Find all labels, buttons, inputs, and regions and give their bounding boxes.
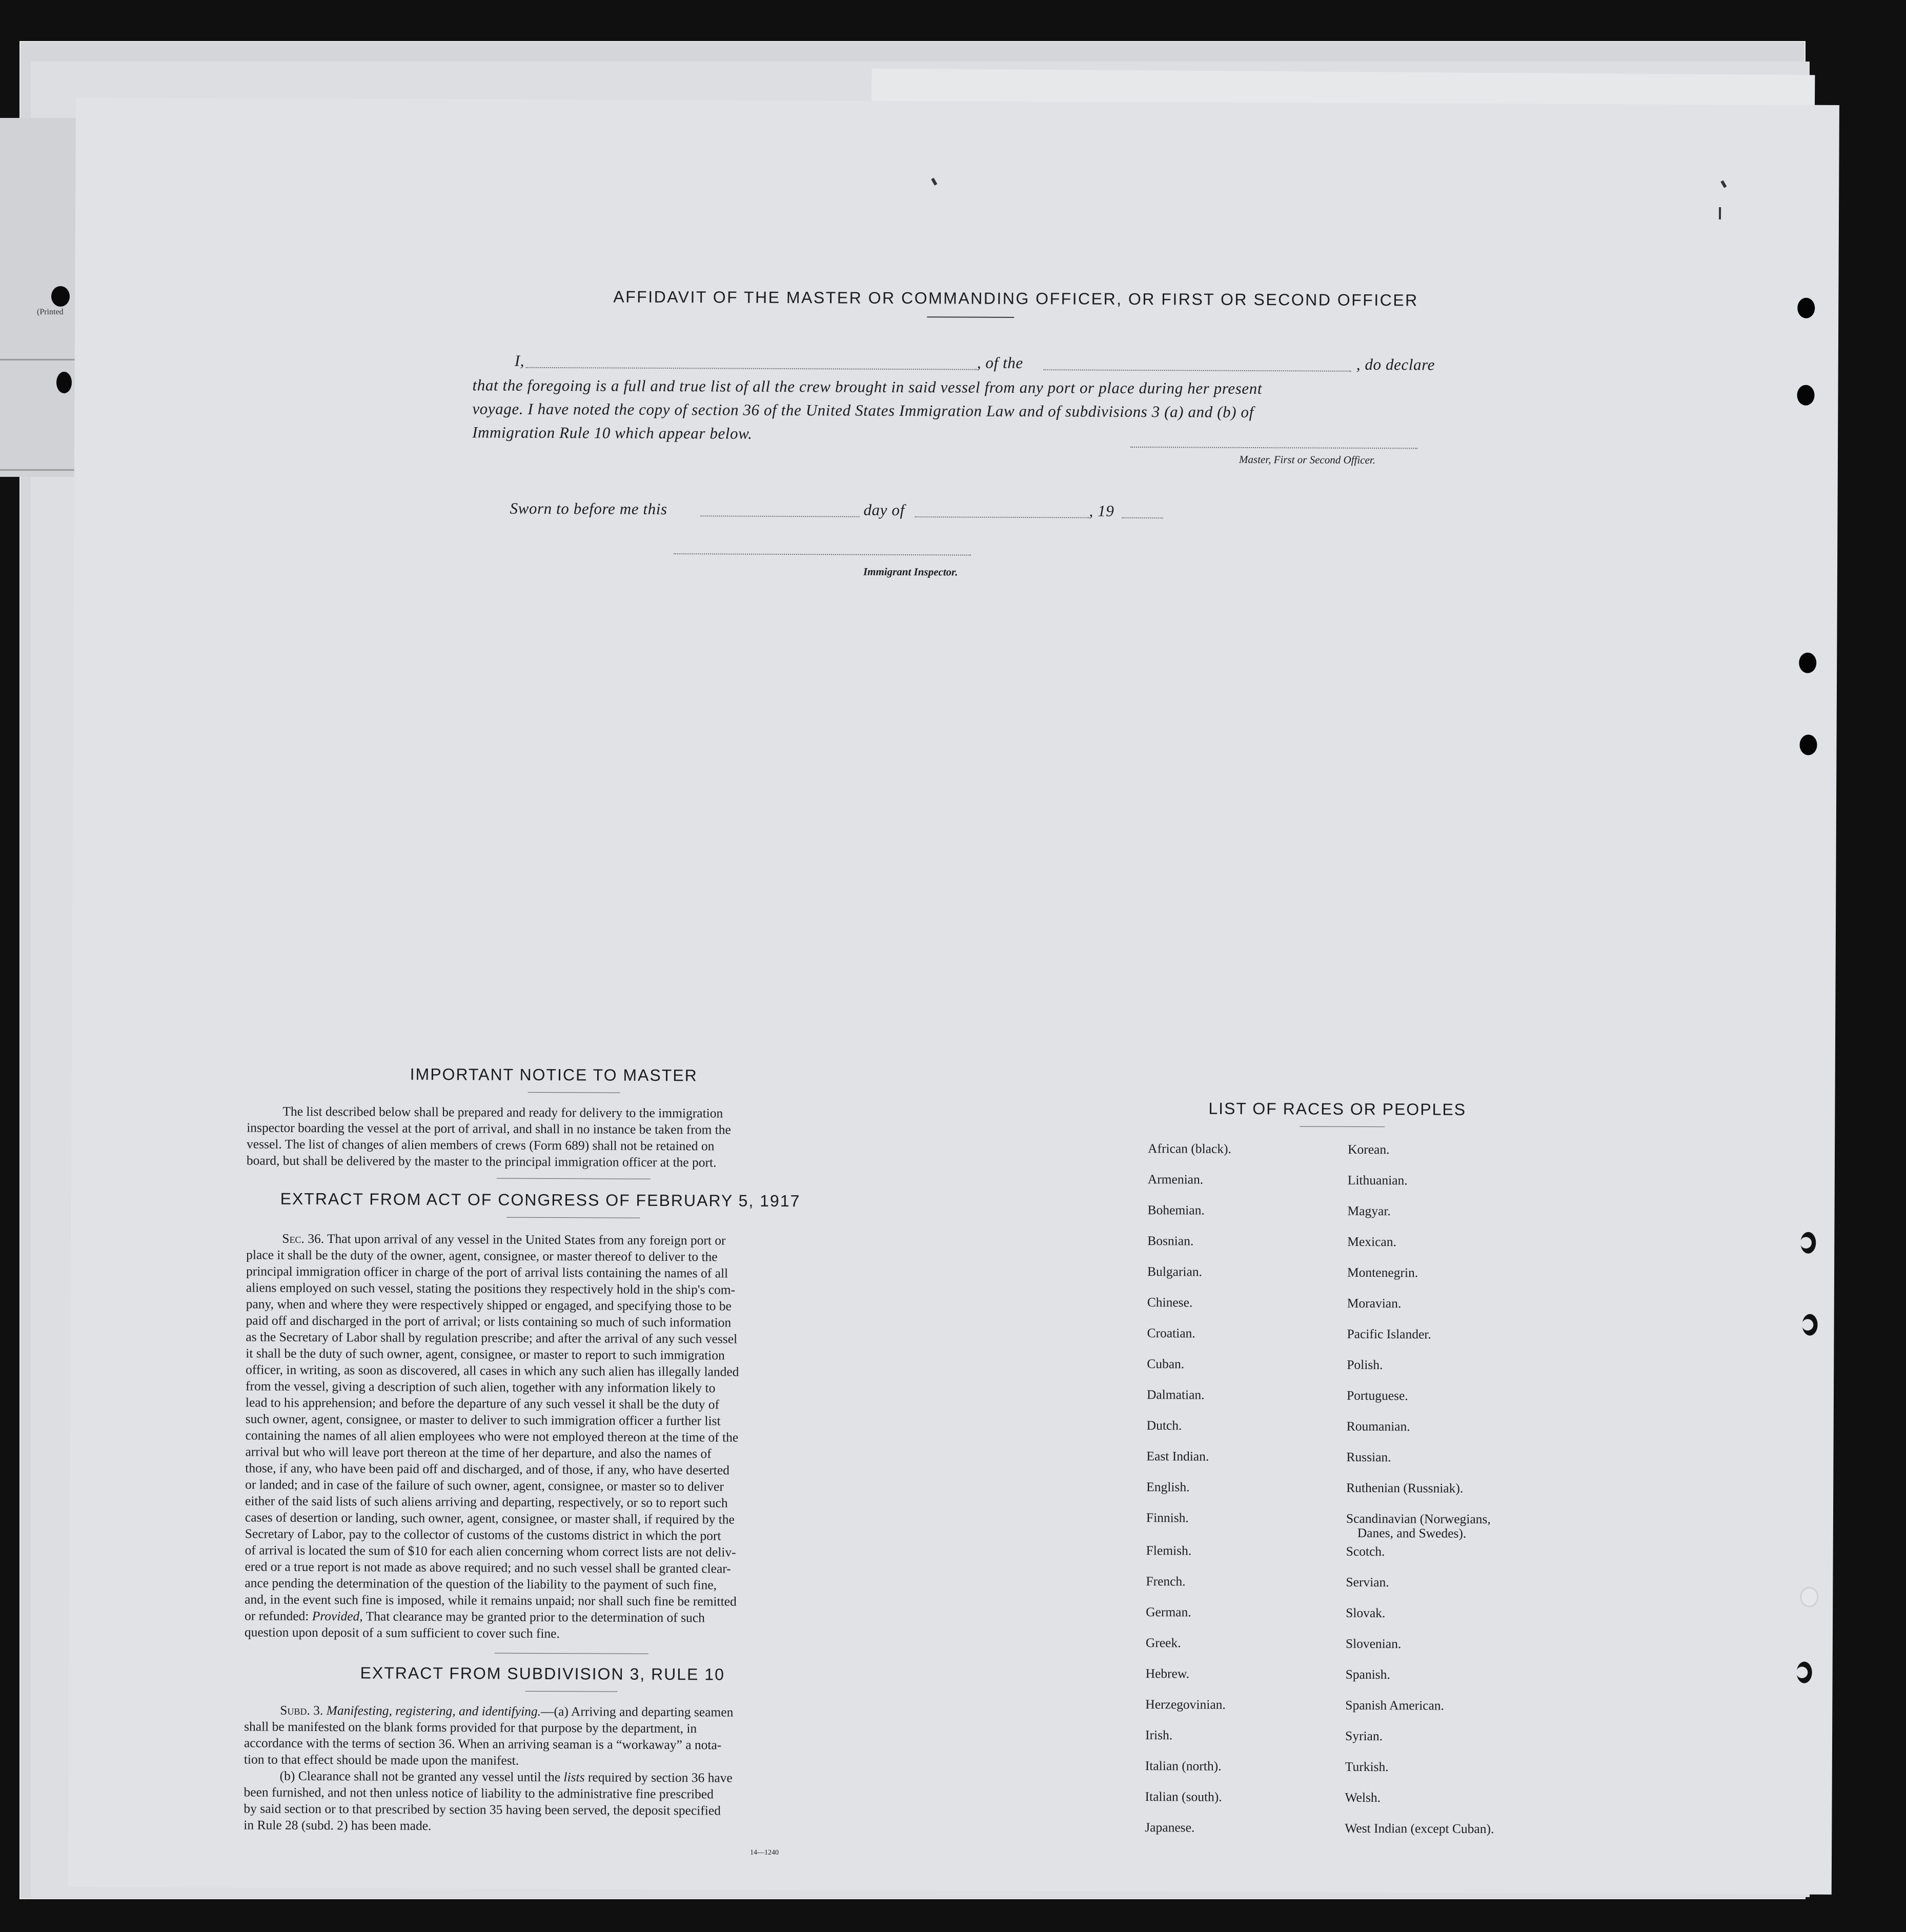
act-line: such owner, agent, consignee, or master to deliver to such immigration officer a further list — [245, 1411, 721, 1428]
race-item: Bohemian. — [1147, 1202, 1205, 1218]
race-item: Mexican. — [1347, 1234, 1396, 1250]
act-line: paid off and discharged in the port of arrival; or lists containing so much of such information — [246, 1313, 732, 1330]
notice-body — [247, 1103, 873, 1171]
act-line: it shall be the duty of such owner, agent, consignee, or master to report to such immigration — [246, 1345, 725, 1363]
subd-number: 3. — [310, 1703, 327, 1718]
rule-extract-body — [244, 1702, 869, 1836]
rule-line: accordance with the terms of section 36. When an arriving seaman is a “workaway” a nota- — [244, 1735, 722, 1753]
race-item: Flemish. — [1146, 1543, 1192, 1558]
ink-speck — [1719, 207, 1721, 219]
rule-line: tion to that effect should be made upon the manifest. — [244, 1752, 519, 1768]
act-line: from the vessel, giving a description of such alien, together with any information likely to — [245, 1378, 716, 1396]
race-item: Spanish. — [1345, 1666, 1390, 1682]
affidavit-declare-label: , do declare — [1356, 355, 1435, 374]
sheet-rule — [0, 359, 77, 360]
race-item: Ruthenian (Russniak). — [1346, 1480, 1464, 1496]
rule-line: —(a) Arriving and departing seamen — [541, 1703, 734, 1720]
race-item: Croatian. — [1147, 1325, 1195, 1341]
race-item: Lithuanian. — [1347, 1172, 1408, 1188]
affidavit-title: AFFIDAVIT OF THE MASTER OR COMMANDING OFFICER, OR FIRST OR SECOND OFFICER — [613, 287, 1418, 310]
punch-hole — [1797, 1662, 1812, 1683]
section-rule — [495, 1653, 648, 1654]
act-line: question upon deposit of a sum sufficient to cover such fine. — [244, 1624, 560, 1641]
sec-label: Sec. — [282, 1231, 305, 1246]
act-line: containing the names of all alien employees who were not employed thereon at the time of the — [245, 1427, 739, 1445]
race-item: Herzegovinian. — [1145, 1697, 1226, 1712]
notice-line: board, but shall be delivered by the master to the principal immigration officer at the port. — [246, 1153, 717, 1170]
race-item: Chinese. — [1147, 1295, 1193, 1310]
officer-signature-field[interactable] — [1130, 447, 1417, 449]
punch-hole — [1797, 385, 1814, 406]
sworn-day-field[interactable] — [700, 515, 859, 517]
race-item: African (black). — [1148, 1141, 1231, 1156]
race-item: English. — [1146, 1479, 1190, 1495]
race-item: Russian. — [1346, 1449, 1391, 1465]
ring-hole — [1800, 1587, 1818, 1607]
act-line: ance pending the determination of the question of the liability to the payment of such fine, — [245, 1575, 717, 1593]
act-line: either of the said lists of such aliens arriving and departing, respectively, or so to report such — [245, 1493, 728, 1511]
punch-hole — [1799, 653, 1816, 673]
races-title: LIST OF RACES OR PEOPLES — [1208, 1099, 1467, 1119]
act-line: as the Secretary of Labor shall by regulation prescribe; and after the arrival of any such vessel — [246, 1329, 738, 1346]
lists-word: lists — [563, 1769, 585, 1785]
document-page — [68, 97, 1839, 1895]
race-item: Armenian. — [1147, 1172, 1204, 1187]
rule-line: by said section or to that prescribed by section 35 having been served, the deposit specified — [244, 1801, 721, 1818]
act-line: cases of desertion or landing, such owner, agent, consignee, or master shall, if required by the — [245, 1510, 735, 1527]
race-item: Syrian. — [1345, 1728, 1383, 1744]
race-item: Scandinavian (Norwegians, — [1346, 1511, 1491, 1527]
vessel-name-field[interactable] — [1044, 369, 1351, 372]
act-line: Secretary of Labor, pay to the collector of customs of the customs district in which the port — [245, 1526, 721, 1543]
ink-speck — [1720, 180, 1727, 188]
rule-line: in Rule 28 (subd. 2) has been made. — [244, 1817, 432, 1834]
rule-extract-title: EXTRACT FROM SUBDIVISION 3, RULE 10 — [360, 1663, 725, 1684]
act-line: officer, in writing, as soon as discovered, all cases in which any such alien has illegally landed — [246, 1362, 739, 1379]
officer-name-field[interactable] — [526, 367, 977, 370]
act-line: of arrival is located the sum of $10 for each alien concerning whom correct lists are not deliv- — [245, 1542, 736, 1560]
sworn-year-field[interactable] — [1122, 517, 1163, 518]
race-item: Montenegrin. — [1347, 1264, 1418, 1280]
act-line: That clearance may be granted prior to the determination of such — [362, 1608, 705, 1625]
act-line: those, if any, who have been paid off and discharged, and of those, if any, who have deserted — [245, 1460, 730, 1478]
section-rule — [497, 1178, 651, 1179]
race-item: West Indian (except Cuban). — [1345, 1820, 1494, 1837]
act-line: place it shall be the duty of the owner, agent, consignee, or master thereof to deliver to the — [246, 1247, 718, 1264]
race-item: East Indian. — [1146, 1448, 1209, 1464]
section-rule — [528, 1092, 620, 1093]
race-item: Slovenian. — [1345, 1636, 1402, 1652]
inspector-label: Immigrant Inspector. — [863, 565, 958, 578]
notice-line: vessel. The list of changes of alien members of crews (Form 689) shall not be retained on — [247, 1136, 715, 1154]
race-item: Portuguese. — [1346, 1387, 1408, 1403]
day-of-label: day of — [863, 500, 905, 519]
race-item: Cuban. — [1147, 1356, 1185, 1372]
inspector-signature-field[interactable] — [674, 553, 971, 556]
sheet-rule — [0, 469, 77, 471]
race-item: Italian (north). — [1145, 1758, 1222, 1774]
race-item: Dutch. — [1146, 1418, 1182, 1433]
act-extract-body — [245, 1230, 871, 1643]
race-item: Spanish American. — [1345, 1697, 1445, 1713]
race-item: Servian. — [1346, 1574, 1389, 1590]
race-item: Turkish. — [1345, 1759, 1389, 1775]
punch-hole — [51, 286, 70, 307]
race-item-continued: Danes, and Swedes). — [1357, 1525, 1467, 1541]
sworn-month-field[interactable] — [915, 516, 1089, 518]
act-extract-title: EXTRACT FROM ACT OF CONGRESS OF FEBRUARY 5, 1917 — [280, 1189, 801, 1211]
provided-word: Provided, — [312, 1608, 363, 1624]
race-item: Italian (south). — [1145, 1789, 1222, 1804]
affidavit-text: that the foregoing is a full and true list of all the crew brought in said vessel from any port or place during her present — [472, 376, 1263, 398]
act-line: aliens employed on such vessel, stating the positions they respectively hold in the ship's com- — [246, 1280, 736, 1297]
race-item: Polish. — [1347, 1357, 1383, 1373]
signer-label: Master, First or Second Officer. — [1239, 453, 1375, 467]
race-item: Japanese. — [1145, 1820, 1195, 1835]
race-item: Moravian. — [1347, 1295, 1402, 1311]
act-line: or refunded: — [245, 1608, 312, 1624]
notice-line: The list described below shall be prepared and ready for delivery to the immigration — [282, 1103, 723, 1121]
race-item: Hebrew. — [1145, 1666, 1190, 1681]
race-item: German. — [1146, 1604, 1191, 1620]
rule-line: required by section 36 have — [584, 1769, 733, 1785]
race-item: Slovak. — [1346, 1605, 1386, 1621]
act-line: ered or a true report is not made as above required; and no such vessel shall be granted clear- — [245, 1559, 731, 1576]
punch-hole — [56, 372, 72, 393]
title-underline — [927, 316, 1014, 318]
year-label: , 19 — [1089, 501, 1114, 520]
act-line: principal immigration officer in charge of the port of arrival lists containing the names of all — [246, 1263, 728, 1281]
race-item: French. — [1146, 1574, 1186, 1589]
affidavit-i-label: I, — [514, 351, 525, 370]
punch-hole — [1800, 1232, 1816, 1254]
subd-title: Manifesting, registering, and identifying. — [326, 1703, 541, 1719]
race-item: Roumanian. — [1346, 1418, 1410, 1434]
affidavit-text: Immigration Rule 10 which appear below. — [472, 423, 753, 442]
race-item: Dalmatian. — [1146, 1387, 1205, 1402]
race-item: Magyar. — [1347, 1203, 1391, 1219]
race-item: Greek. — [1145, 1635, 1181, 1651]
race-item: Pacific Islander. — [1347, 1326, 1431, 1342]
punch-hole — [1802, 1314, 1817, 1336]
affidavit-text: voyage. I have noted the copy of section 36 of the United States Immigration Law and of subdivisions 3 (a) and (b) of — [472, 399, 1254, 421]
subd-label: Subd. — [280, 1702, 310, 1718]
race-item: Korean. — [1348, 1141, 1390, 1157]
race-item: Scotch. — [1346, 1543, 1385, 1559]
section-rule — [525, 1691, 617, 1692]
affidavit-of-the-label: , of the — [977, 353, 1023, 372]
punch-hole — [1799, 735, 1817, 755]
act-line: pany, when and where they were respectively shipped or engaged, and specifying those to be — [246, 1296, 732, 1314]
sworn-label: Sworn to before me this — [510, 499, 667, 518]
rule-line: shall be manifested on the blank forms provided for that purpose by the department, in — [244, 1719, 697, 1736]
section-rule — [1300, 1126, 1385, 1127]
race-item: Bulgarian. — [1147, 1264, 1203, 1279]
rule-line: (b) Clearance shall not be granted any vessel until the — [279, 1768, 564, 1785]
punch-hole — [1797, 298, 1815, 318]
form-number: 14—1240 — [750, 1848, 779, 1857]
race-item: Bosnian. — [1147, 1233, 1194, 1249]
ink-speck — [931, 178, 937, 186]
notice-title: IMPORTANT NOTICE TO MASTER — [410, 1064, 698, 1085]
act-line: arrival but who will leave port thereon at the time of her departure, and also the names of — [245, 1444, 712, 1461]
margin-label: (Printed — [37, 308, 64, 316]
race-item: Finnish. — [1146, 1510, 1189, 1525]
act-line: lead to his apprehension; and before the departure of any such vessel it shall be the duty of — [245, 1395, 720, 1412]
section-rule — [506, 1217, 640, 1218]
notice-line: inspector boarding the vessel at the port of arrival, and shall in no instance be taken from the — [247, 1120, 731, 1137]
act-line: and, in the event such fine is imposed, while it remains unpaid; nor shall such fine be remitted — [245, 1592, 737, 1609]
race-item: Irish. — [1145, 1727, 1173, 1743]
rule-line: been furnished, and not then unless notice of liability to the administrative fine prescribed — [244, 1784, 714, 1802]
race-item: Welsh. — [1345, 1789, 1381, 1805]
act-line: 36. That upon arrival of any vessel in the United States from any foreign port or — [304, 1231, 726, 1248]
act-line: or landed; and in case of the failure of such owner, agent, consignee, or master so to deliver — [245, 1477, 724, 1494]
